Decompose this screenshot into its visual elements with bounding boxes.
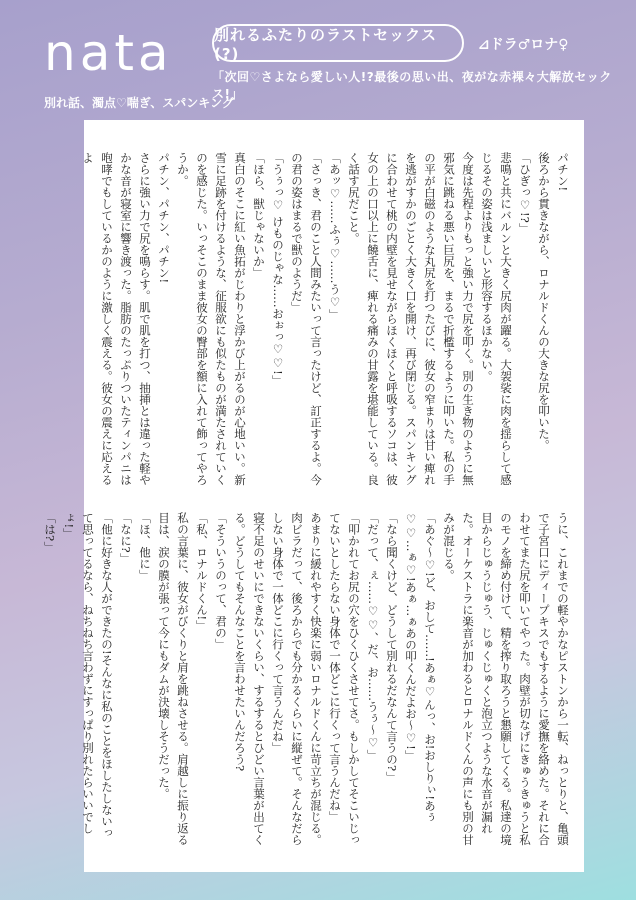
paragraph: 「あッ♡……ふぅ♡……う♡」 [328,152,342,321]
paragraph: 「は?」 [43,512,57,553]
paragraph: 「叩かれてお尻の穴をひくひくさせてさ。もしかしてそこいじってないとしたらない身体で一体どこに行くって言うんだね」 [328,512,361,846]
paragraph: 私の言葉に、彼女がびくりと肩を跳ねさせる。肩越しに振り返る目は、涙の膜が張って今にもダムが決壊しそうだった。 [157,512,190,846]
story-subtitle: 「次回♡さよなら愛しい人!?最後の思い出、夜がな赤裸々大解放セックス!」 [212,70,612,101]
paragraph: あまりに緩れやすく快楽に弱いロナルドくんに苛立ちが混じる。肉ビラだって、後ろからでも分かるくらいに縦ぜて。そんなだらしない身体で一体どこに行くって言うんだね」 [271,512,323,846]
paragraph: 「私、ロナルドくん!」 [195,512,209,632]
text-block-top [81,152,584,486]
paragraph: 真白のそこに紅い魚拓がじわりと浮かび上がるのが心地いい。新雪に足跡を付けるような、征服欲にも似たものが満たされていくのを感じた。いっそこのまま彼女の臀部を額に入れて飾ってやろうか。 [176,152,247,486]
text-page [43,120,584,872]
paragraph: 「うぅっ♡ けものじゃな……おぉっ♡♡!」 [271,152,285,387]
paragraph: 悲鳴と共にバルンと大きく尻肉が躍る。大袈裟に肉を揺らして感じるその姿は浅ましいと形容するほかない。 [480,152,513,486]
paragraph: パチン、パチン、パチン! [157,152,171,284]
paragraph: 「ひぎっ♡!?」 [518,152,532,235]
paragraph: 「なら聞くけど、どうして別れるだなんて言うの?」 [385,512,399,783]
paragraph: 「そういうのって、君の」 [214,512,228,650]
paragraph: 「だって、ぇ……♡♡、だ、お……うぅ～♡」 [366,512,380,761]
story-title [212,24,464,62]
paragraph: 寝不足のせいにできないくらい、するするとひどい言葉が出てくる。どうしてもそんなことを言わせたいんだろう? [233,512,266,846]
paragraph: 「ほら、獣じゃないか」 [252,152,266,279]
paragraph: 今度は先程よりもっと強い力で尻を叩く。別の生き物のように無邪気に跳ねる悪い巨尻を、まるで折檻するように叩いた。私の手の平が白磁のような丸尻を打つたびに、彼女の窄まりは甘い痺れを逃がすかのごとく大きく口を開け、再び閉じる。スパンキングに合わせて桃の内壁を見せながらほくほくと呼吸するソコは、彼女の上の口以上に饒舌に、痺れる痛みの甘露を堪能している。良く話す尻だこと。 [347,152,475,486]
paragraph: 「他に好きな人ができたの!そんなに私のことをほしたしないって思ってるなら、ねちねち言わずにすっぱり別れたらいいでしょ!」 [62,512,114,839]
paragraph: さらに強い力で尻を鳴らす。肌で肌を打つ、抽挿とは違った軽やかな音が寝室に響き渡った。脂肪のたっぷりついたティンパニは咆哮でもしているかのように激しく震える。彼女の震えに応えるよ [81,152,152,486]
paragraph: 「さっき、君のこと人間みたいって言ったけど、訂正するよ。今の君の姿はまるで獣のようだ」 [290,152,323,486]
story-title-text: 別れるふたりのラストセックス(?) [214,25,437,63]
paragraph: 後ろから貫きながら、ロナルドくんの大きな尻を叩いた。 [537,152,551,451]
paragraph: 「あぐ～♡!ど、おして……!あぁ♡んっ、お!おしりぃ!あぅ♡♡…ぁ♡!あぁ…ぁあの叩くんだよお～♡!」 [404,512,437,823]
content-tags: 別れ話、濁点♡喘ぎ、スパンキング [44,96,234,110]
cast-label: ⊿ドラ♂ロナ♀ [478,37,569,53]
brand-logo: nata [44,24,173,82]
paragraph: パチン! [556,152,570,192]
text-block-bottom [43,512,584,846]
paragraph: 「なに?」 [119,512,133,565]
paragraph: うに、これまでの軽やかなピストンから一転、ねっとりと、亀頭で子宮口にディープキスでもするように愛撫を絡めた。それに合わせてまた尻を叩いてやった。肉壁が切なげにきゅうきゅうと私のモノを締め付けて、精を搾り取ろうと懇願してくる。私達の境目からじゅうじゅう、じゅくじゅくと泡立つような水音が漏れた。オーケストラに楽音が加わるとロナルドくんの声にも別の甘みが混じる。 [442,512,570,846]
paragraph: 「ほ、他に」 [138,512,152,581]
